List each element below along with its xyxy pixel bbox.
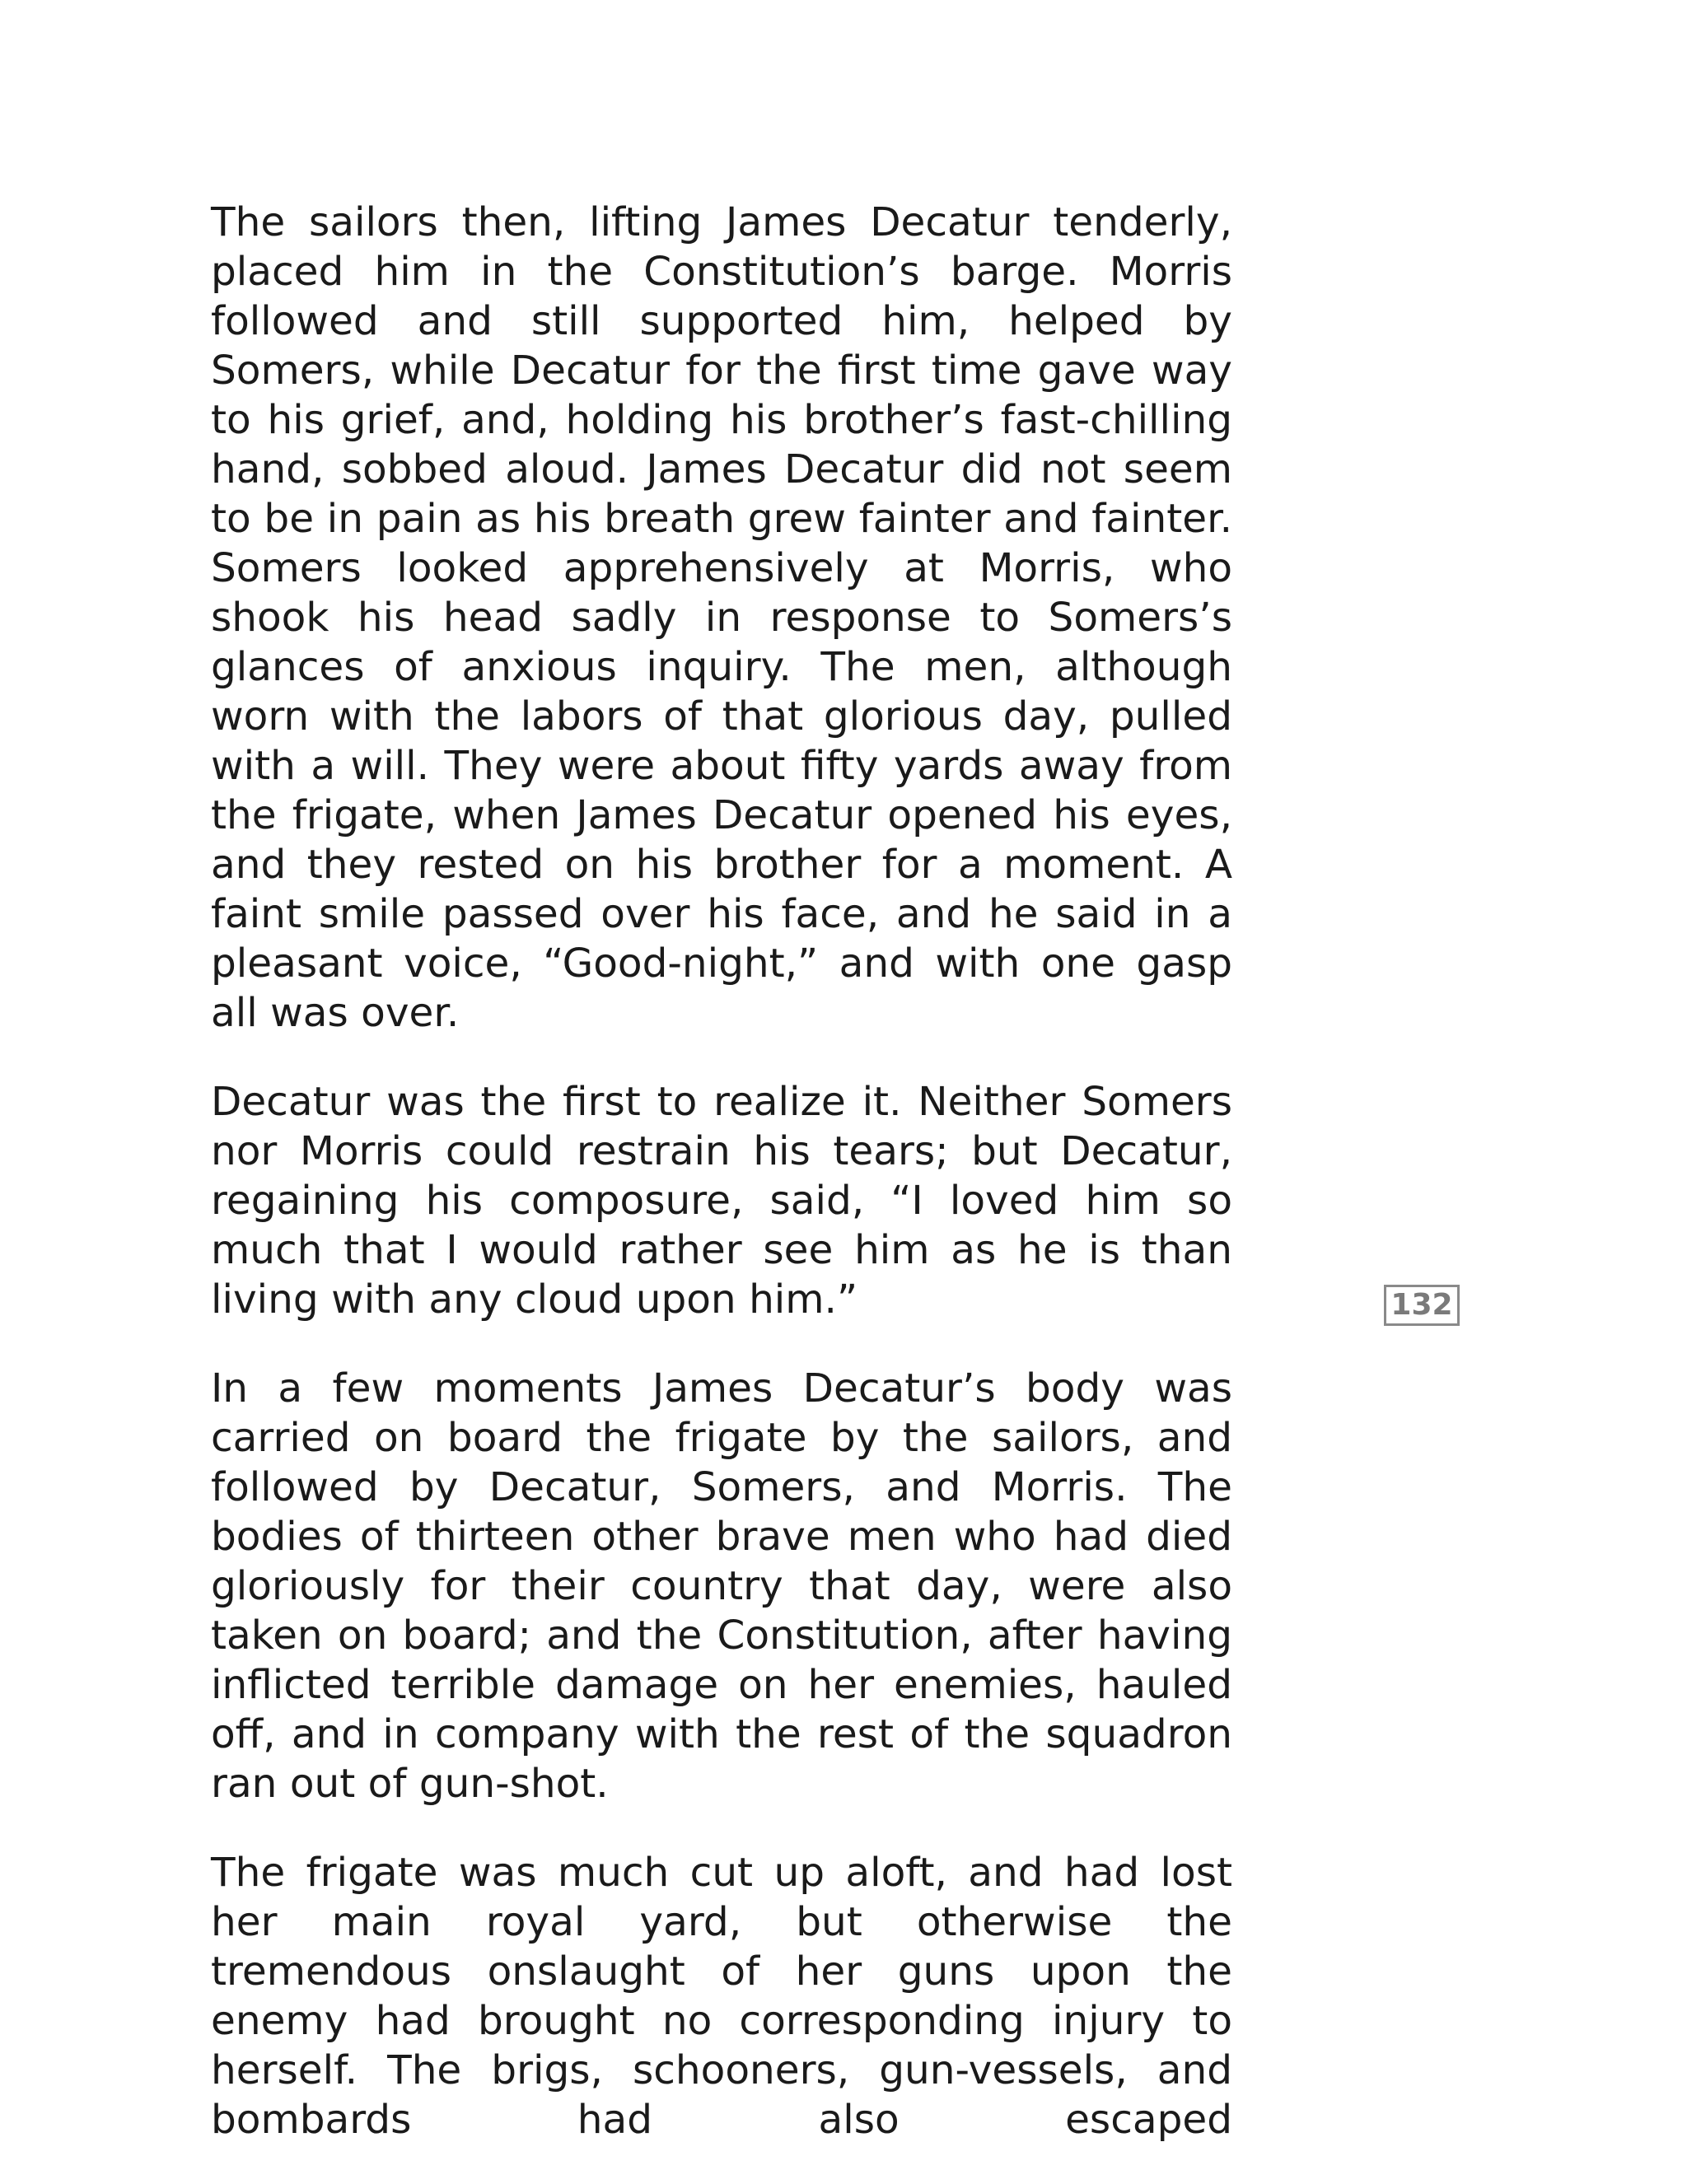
paragraph: In a few moments James Decatur’s body was carried on board the frigate by the sailors, and followed by Decatur, Somers, and Morris. The bodies of thirteen other brave men who had died gloriously for their country that day, were also taken on board; and the Constitution, after having inflicted terrible damage on her enemies, hauled off, and in company with the rest of the squadron ran out of gun-shot. xyxy=(211,1365,1232,1807)
page-number: 132 xyxy=(1384,1285,1460,1326)
paragraph: Decatur was the first to realize it. Neither Somers nor Morris could restrain his tears; but Decatur, regaining his composure, said, “I loved him so much that I would rather see him as he is than living with any cloud upon him.” xyxy=(211,1079,1232,1323)
paragraph: The sailors then, lifting James Decatur tenderly, placed him in the Constitution’s barge. Morris followed and still supported him, helped by Somers, while Decatur for the first time gave way to his grief, and, holding his brother’s fast-chilling hand, sobbed aloud. James Decatur did not seem to be in pain as his breath grew fainter and fainter. Somers looked apprehensively at Morris, who shook his head sadly in response to Somers’s glances of anxious inquiry. The men, although worn with the labors of that glorious day, pulled with a will. They were about fifty yards away from the frigate, when James Decatur opened his eyes, and they rested on his brother for a moment. A faint smile passed over his face, and he said in a pleasant voice, “Good-night,” and with one gasp all was over. xyxy=(211,199,1232,1036)
paragraph: The frigate was much cut up aloft, and had lost her main royal yard, but otherwise the tremendous onslaught of her guns upon the enemy had brought no corresponding injury to herself. The brigs, schooners, gun-vessels, and bombards had also escaped xyxy=(211,1850,1232,2143)
body-text xyxy=(211,198,1232,2184)
